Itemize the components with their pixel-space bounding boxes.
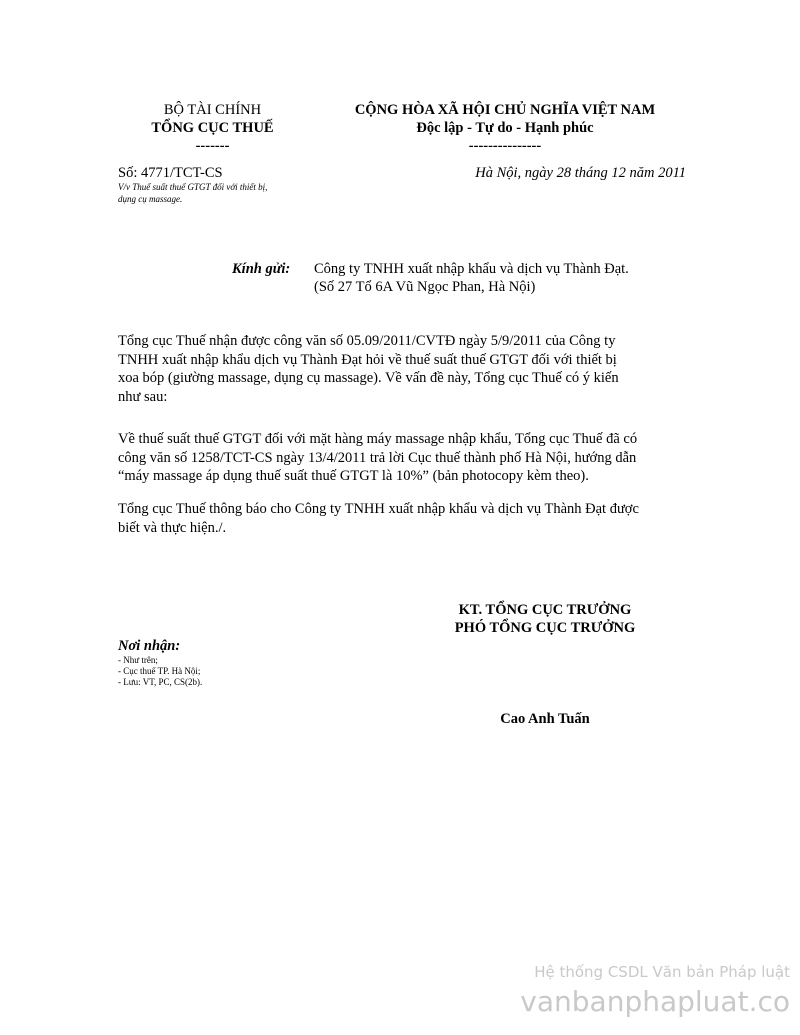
national-motto: Độc lập - Tự do - Hạnh phúc [416,120,594,136]
department-name: TỔNG CỤC THUẾ [151,120,274,136]
document-date: Hà Nội, ngày 28 tháng 12 năm 2011 [475,165,686,181]
paragraph-line: như sau: [118,388,168,405]
watermark-caption: Hệ thống CSDL Văn bản Pháp luật [534,963,790,981]
recipient-item: - Như trên; [118,655,158,665]
signature-title-2: PHÓ TỔNG CỤC TRƯỞNG [454,620,636,636]
signature-block [400,601,690,637]
recipient-name: Công ty TNHH xuất nhập khẩu và dịch vụ Thành Đạt. [314,261,629,277]
document-subject [118,181,328,205]
subject-line-2: dụng cụ massage. [118,194,183,204]
recipient-item: - Lưu: VT, PC, CS(2b). [118,677,203,687]
recipients-block [118,638,368,688]
document-number: Số: 4771/TCT-CS [118,165,223,181]
recipients-title: Nơi nhận: [118,638,181,654]
paragraph-line: Tổng cục Thuế thông báo cho Công ty TNHH xuất nhập khẩu và dịch vụ Thành Đạt được [118,501,639,517]
ministry-name: BỘ TÀI CHÍNH [163,102,262,118]
national-title-block [320,101,690,155]
recipient-block [314,260,714,296]
issuing-agency-block [120,101,305,155]
body-paragraph-2 [118,430,693,486]
paragraph-line: TNHH xuất nhập khẩu dịch vụ Thành Đạt hỏi về thuế suất thuế GTGT đối với thiết bị [118,351,617,368]
recipient-address: (Số 27 Tổ 6A Vũ Ngọc Phan, Hà Nội) [314,279,536,295]
paragraph-line: xoa bóp (giường massage, dụng cụ massage). Về vấn đề này, Tổng cục Thuế có ý kiến [118,370,619,386]
body-paragraph-3 [118,500,693,537]
watermark [520,962,790,1022]
subject-line-1: V/v Thuế suất thuế GTGT đối với thiết bị, [118,182,268,192]
signer-name: Cao Anh Tuấn [500,711,590,727]
watermark-site: vanbanphapluat.co [520,985,790,1018]
paragraph-line: biết và thực hiện./. [118,519,227,536]
body-paragraph-1 [118,332,693,406]
paragraph-line: Về thuế suất thuế GTGT đối với mặt hàng máy massage nhập khẩu, Tổng cục Thuế đã có [118,431,638,447]
motto-rule: --------------- [468,138,542,154]
paragraph-line: công văn số 1258/TCT-CS ngày 13/4/2011 trả lời Cục thuế thành phố Hà Nội, hướng dẫn [118,449,637,466]
recipient-item: - Cục thuế TP. Hà Nội; [118,666,201,676]
salutation-label: Kính gửi: [232,261,291,277]
republic-name: CỘNG HÒA XÃ HỘI CHỦ NGHĨA VIỆT NAM [354,102,656,118]
agency-rule: ------- [195,138,230,154]
signature-title-1: KT. TỔNG CỤC TRƯỞNG [458,602,632,618]
paragraph-line: Tổng cục Thuế nhận được công văn số 05.09/2011/CVTĐ ngày 5/9/2011 của Công ty [118,333,616,349]
paragraph-line: “máy massage áp dụng thuế suất thuế GTGT là 10%” (bản photocopy kèm theo). [118,468,589,484]
